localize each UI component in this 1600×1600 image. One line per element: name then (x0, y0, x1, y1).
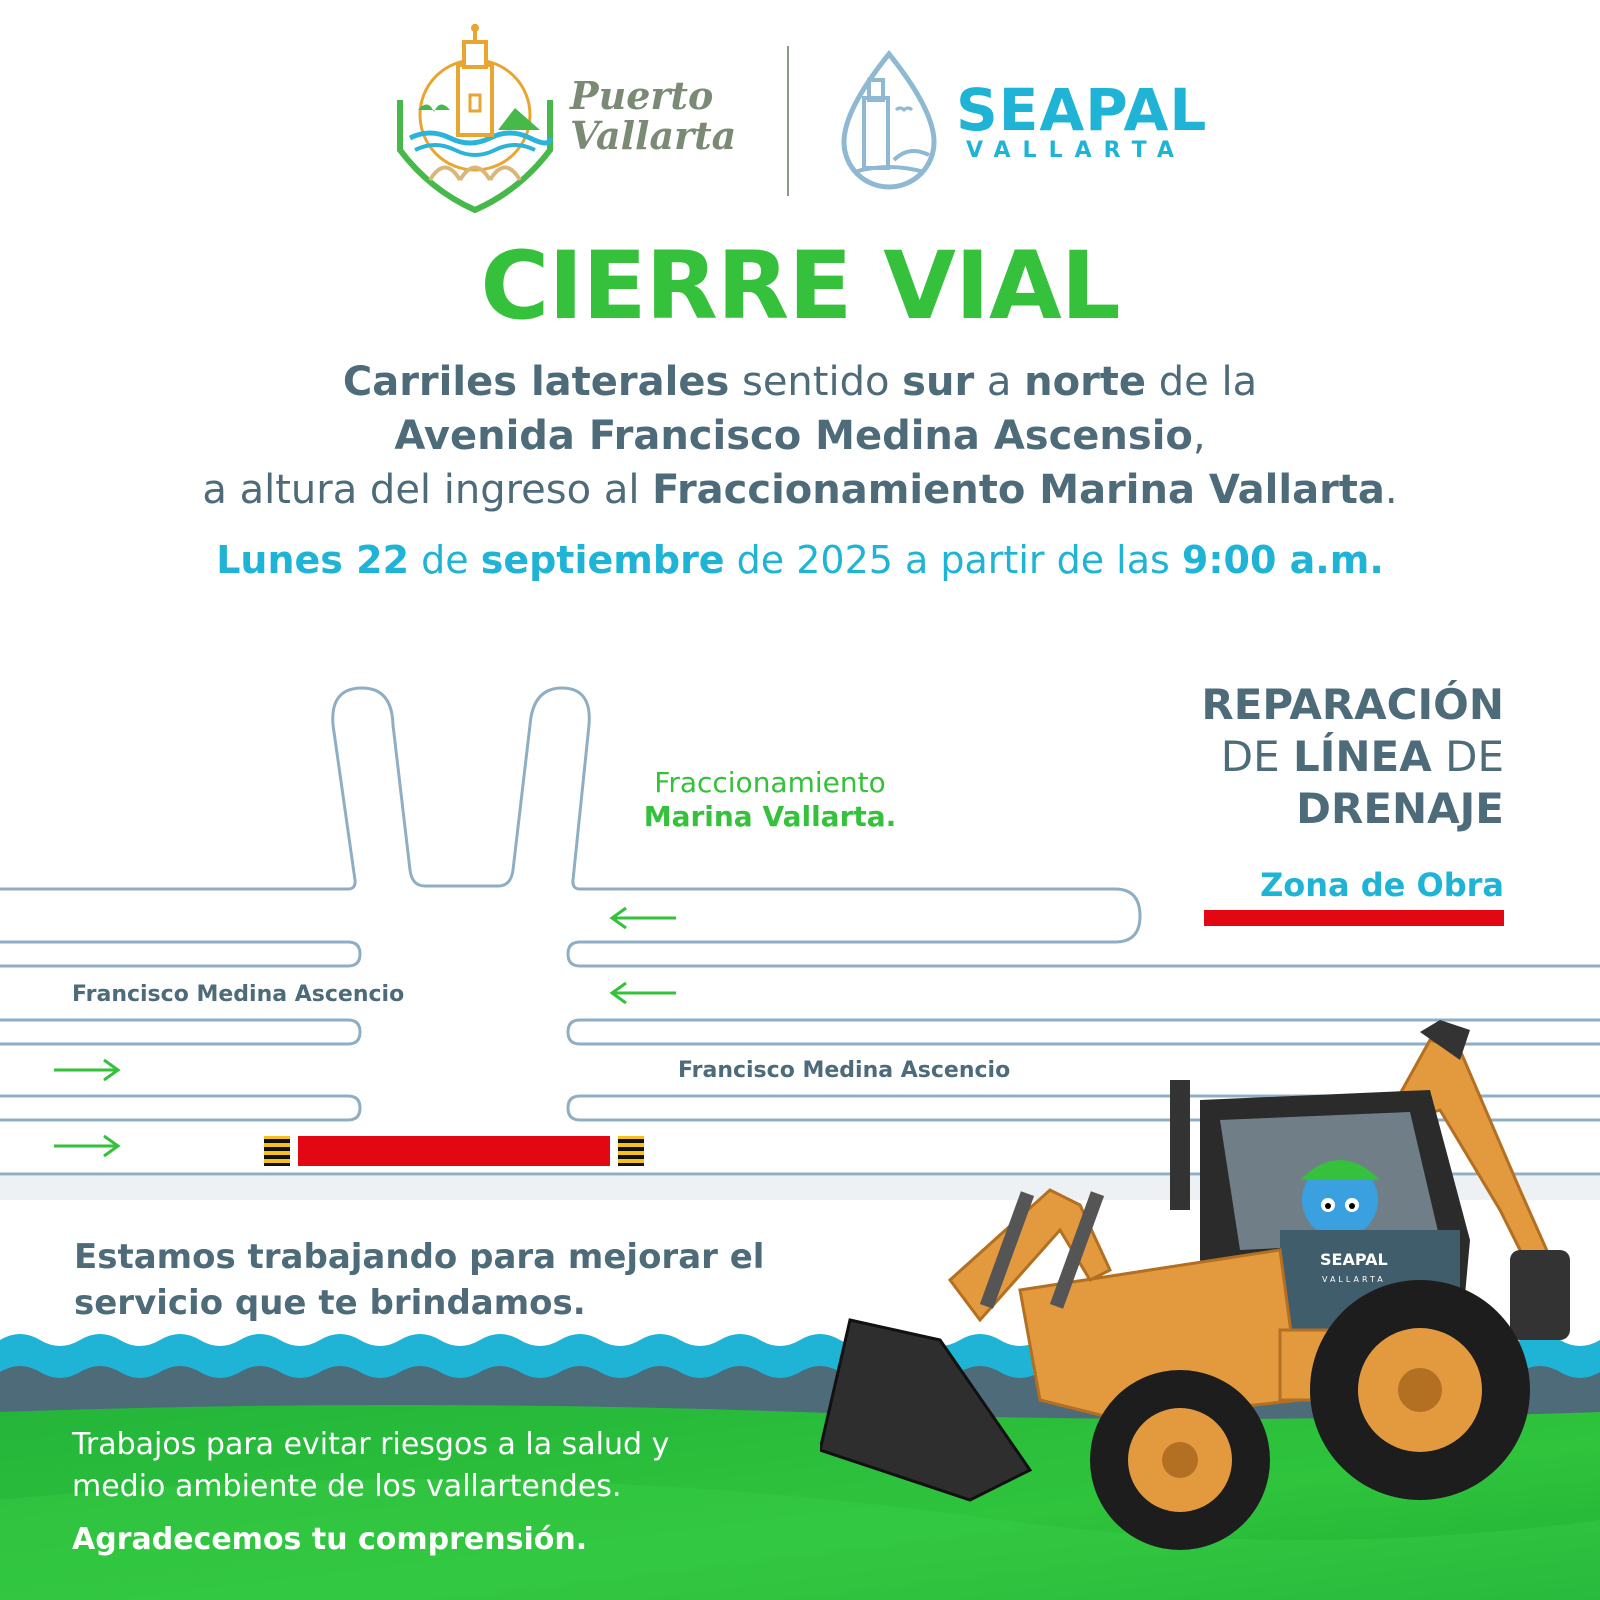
puerto-vallarta-wordmark (570, 73, 760, 158)
desc-bold: sur (902, 359, 975, 405)
seapal-subtitle: VALLARTA (966, 138, 1186, 163)
date-line (0, 538, 1600, 582)
backhoe-bucket-rear (1510, 1250, 1570, 1340)
date-text: de (409, 538, 481, 582)
road-outline (0, 1020, 360, 1044)
repair-bold: LÍNEA (1293, 732, 1432, 781)
headline: CIERRE VIAL (480, 232, 1120, 341)
desc-text: . (1384, 467, 1398, 513)
wheel-rear (1310, 1280, 1530, 1500)
date-bold: 9:00 a.m. (1181, 538, 1384, 582)
work-message (74, 1234, 834, 1326)
work-message-line-1: Estamos trabajando para mejorar el (74, 1237, 765, 1277)
desc-text: a altura del ingreso al (202, 467, 653, 513)
wheel-front (1090, 1370, 1270, 1550)
backhoe-illustration (820, 1020, 1600, 1580)
street-label-left: Francisco Medina Ascencio (72, 982, 405, 1007)
barrier-right (618, 1136, 644, 1166)
street-label-right: Francisco Medina Ascencio (678, 1058, 1011, 1083)
repair-text: DE (1220, 732, 1294, 781)
desc-bold: Carriles laterales (342, 359, 730, 405)
repair-text: DE (1431, 732, 1504, 781)
barrier-left (264, 1136, 290, 1166)
seapal-drop-logo (834, 50, 944, 190)
subdivision-label: Fraccionamiento (654, 766, 886, 799)
description-line-2 (0, 410, 1600, 462)
date-bold: septiembre (480, 538, 725, 582)
closure-zone-bar (298, 1136, 610, 1166)
date-bold: Lunes 22 (216, 538, 410, 582)
arrow-right-icon (54, 1060, 118, 1080)
puerto-vallarta-logo (390, 20, 570, 220)
desc-bold: Fraccionamiento Marina Vallarta (652, 467, 1385, 513)
repair-title-line-1: REPARACIÓN (1201, 680, 1504, 729)
wordmark-line-2: Vallarta (570, 113, 737, 158)
road-outline (568, 942, 1600, 966)
road-outline (0, 1096, 360, 1120)
risk-message-line-2: medio ambiente de los vallartendes. (72, 1469, 622, 1504)
desc-bold: norte (1024, 359, 1147, 405)
arrow-left-icon (612, 983, 676, 1003)
desc-bold: Avenida Francisco Medina Ascensio (394, 413, 1193, 459)
arrow-right-icon (54, 1136, 118, 1156)
seapal-title: SEAPAL (956, 76, 1208, 144)
decal-sub: VALLARTA (1322, 1275, 1386, 1284)
logo-divider (787, 46, 789, 196)
arrow-left-icon (612, 908, 676, 928)
wordmark-line-1: Puerto (570, 73, 714, 118)
work-zone-legend-swatch (1204, 910, 1504, 926)
work-zone-legend-label: Zona de Obra (1260, 866, 1504, 904)
description-line-1 (0, 356, 1600, 408)
thanks-message: Agradecemos tu comprensión. (72, 1522, 588, 1557)
repair-title-line-3: DRENAJE (1296, 784, 1504, 833)
subdivision-name: Marina Vallarta. (643, 800, 897, 833)
road-outline (0, 942, 360, 966)
decal-brand: SEAPAL (1320, 1250, 1388, 1269)
backhoe-bucket-front (820, 1320, 1030, 1500)
work-message-line-2: servicio que te brindamos. (74, 1283, 586, 1323)
road-outline-top (0, 688, 1140, 942)
description-line-3 (0, 464, 1600, 516)
desc-text: a (974, 359, 1025, 405)
desc-text: , (1192, 413, 1206, 459)
risk-message-line-1: Trabajos para evitar riesgos a la salud y (72, 1427, 670, 1462)
repair-title-line-2 (1221, 732, 1504, 781)
risk-message (72, 1424, 832, 1508)
date-text: de 2025 a partir de las (724, 538, 1182, 582)
desc-text: de la (1146, 359, 1258, 405)
desc-text: sentido (729, 359, 903, 405)
